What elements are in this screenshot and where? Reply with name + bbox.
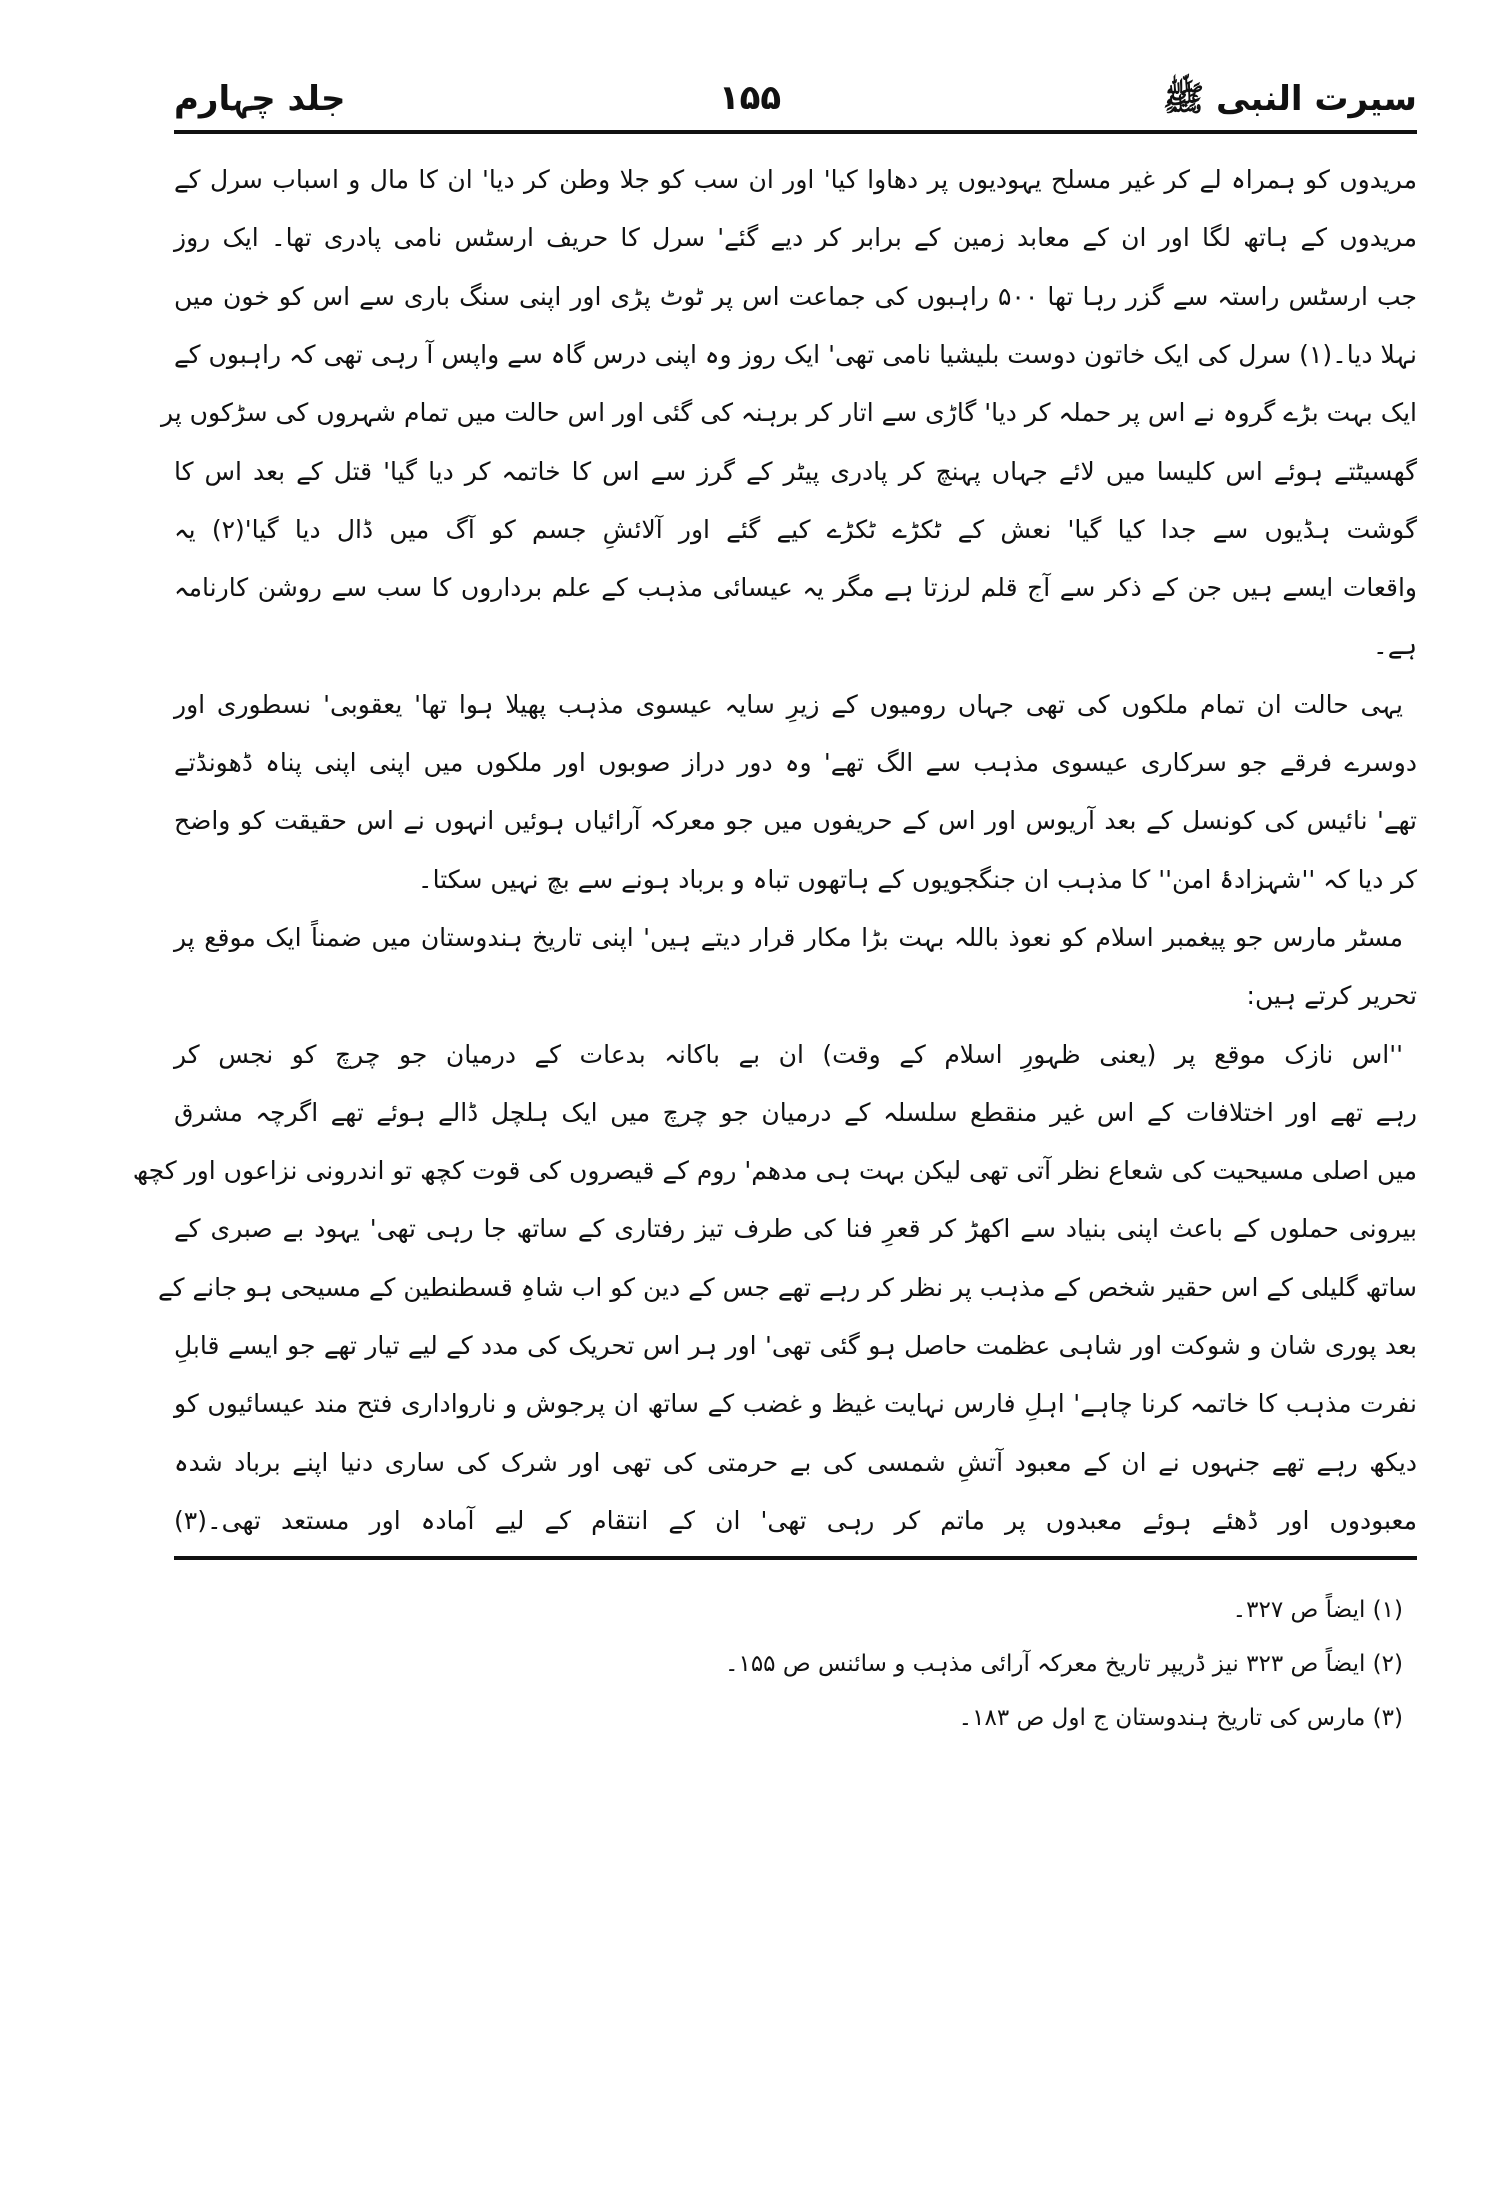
text-line: واقعات ایسے ہیں جن کے ذکر سے آج قلم لرزتا ہے مگر یہ عیسائی مذہب کے علم برداروں کا سب سے روشن کارنامہ (174, 573, 1417, 603)
text-line: دوسرے فرقے جو سرکاری عیسوی مذہب سے الگ تھے' وہ دور دراز صوبوں اور ملکوں میں اپنی اپنی پناہ ڈھونڈتے (174, 748, 1417, 777)
text-line: یہی حالت ان تمام ملکوں کی تھی جہاں رومیوں کے زیرِ سایہ عیسوی مذہب پھیلا ہوا تھا' یعقوبی' نسطوری اور (174, 689, 1403, 719)
text-line: مریدوں کے ہاتھ لگا اور ان کے معابد زمین کے برابر کر دیے گئے' سرل کا حریف ارسٹس نامی پادری تھا۔ ایک روز (174, 223, 1417, 253)
text-line: ہے۔ (1373, 631, 1417, 661)
text-line: جب ارسٹس راستہ سے گزر رہا تھا ۵۰۰ راہبوں کی جماعت اس پر ٹوٹ پڑی اور اپنی سنگ باری سے اس کو خون میں (174, 281, 1417, 311)
text-line: ایک بہت بڑے گروہ نے اس پر حملہ کر دیا' گاڑی سے اتار کر برہنہ کی گئی اور اس حالت میں تمام شہروں کی سڑکوں پر (160, 398, 1417, 428)
quote-line: بعد پوری شان و شوکت اور شاہی عظمت حاصل ہو گئی تھی' اور ہر اس تحریک کی مدد کے لیے تیار تھے جو ایسے قابلِ (174, 1331, 1417, 1360)
text-line: مسٹر مارس جو پیغمبر اسلام کو نعوذ باللہ بہت بڑا مکار قرار دیتے ہیں' اپنی تاریخ ہندوستان میں ضمناً ایک موقع پر (174, 922, 1403, 952)
text-line: گوشت ہڈیوں سے جدا کیا گیا' نعش کے ٹکڑے ٹکڑے کیے گئے اور آلائشِ جسم کو آگ میں ڈال دیا گیا'(۲) یہ (174, 514, 1417, 544)
text-line: تھے' نائیس کی کونسل کے بعد آریوس اور اس کے حریفوں میں جو معرکہ آرائیاں ہوئیں انہوں نے اس حقیقت کو واضح (174, 806, 1417, 836)
quote-line: ''اس نازک موقع پر (یعنی ظہورِ اسلام کے وقت) ان بے باکانہ بدعات کے درمیان جو چرچ کو نجس کر (174, 1039, 1403, 1069)
quote-line: معبودوں اور ڈھئے ہوئے معبدوں پر ماتم کر رہی تھی' ان کے انتقام کے لیے آمادہ اور مستعد تھی۔(۳) (174, 1505, 1417, 1535)
text-line: گھسیٹتے ہوئے اس کلیسا میں لائے جہاں پہنچ کر پادری پیٹر کے گرز سے اس کا خاتمہ کر دیا گیا' قتل کے بعد اس کا (174, 456, 1417, 486)
text-line: تحریر کرتے ہیں: (1246, 981, 1417, 1011)
quote-line: نفرت مذہب کا خاتمہ کرنا چاہے' اہلِ فارس نہایت غیظ و غضب کے ساتھ ان پرجوش و نارواداری فتح مند عیسائیوں کو (174, 1389, 1417, 1419)
quote-line: بیرونی حملوں کے باعث اپنی بنیاد سے اکھڑ کر قعرِ فنا کی طرف تیز رفتاری کے ساتھ جا رہی تھی' یہود بے صبری کے (174, 1214, 1417, 1244)
book-title: سیرت النبی ﷺ (1163, 79, 1417, 119)
footnote-divider (174, 1556, 1417, 1560)
quote-line: ساتھ گلیلی کے اس حقیر شخص کے مذہب پر نظر کر رہے تھے جس کے دین کو اب شاہِ قسطنطین کے مسیحی ہو جانے کے (158, 1272, 1417, 1302)
quote-line: دیکھ رہے تھے جنہوں نے ان کے معبود آتشِ شمسی کی بے حرمتی کی تھی اور شرک کی ساری دنیا اپنے برباد شدہ (174, 1447, 1417, 1477)
text-line: مریدوں کو ہمراہ لے کر غیر مسلح یہودیوں پر دھاوا کیا' اور ان سب کو جلا وطن کر دیا' ان کا مال و اسباب سرل کے (174, 165, 1417, 194)
quote-line: میں اصلی مسیحیت کی شعاع نظر آتی تھی لیکن بہت ہی مدھم' روم کے قیصروں کی قوت کچھ تو اندرونی نزاعوں اور کچھ (132, 1156, 1417, 1186)
page-number: ۱۵۵ (718, 78, 782, 118)
footnote-2: (۲) ایضاً ص ۳۲۳ نیز ڈریپر تاریخ معرکہ آرائی مذہب و سائنس ص ۱۵۵۔ (724, 1651, 1403, 1677)
footnote-1: (۱) ایضاً ص ۳۲۷۔ (1232, 1597, 1403, 1623)
quote-line: رہے تھے اور اختلافات کے اس غیر منقطع سلسلہ کے درمیان جو چرچ میں ایک ہلچل ڈالے ہوئے تھے اگرچہ مشرق (174, 1097, 1417, 1127)
text-line: کر دیا کہ ''شہزادۂ امن'' کا مذہب ان جنگجویوں کے ہاتھوں تباہ و برباد ہونے سے بچ نہیں سکتا۔ (417, 864, 1417, 894)
footnote-3: (۳) مارس کی تاریخ ہندوستان ج اول ص ۱۸۳۔ (958, 1705, 1403, 1731)
text-line: نہلا دیا۔(۱) سرل کی ایک خاتون دوست بلیشیا نامی تھی' ایک روز وہ اپنی درس گاہ سے واپس آ رہی تھی کہ راہبوں کے (174, 339, 1417, 369)
volume-label: جلد چہارم (174, 79, 346, 119)
